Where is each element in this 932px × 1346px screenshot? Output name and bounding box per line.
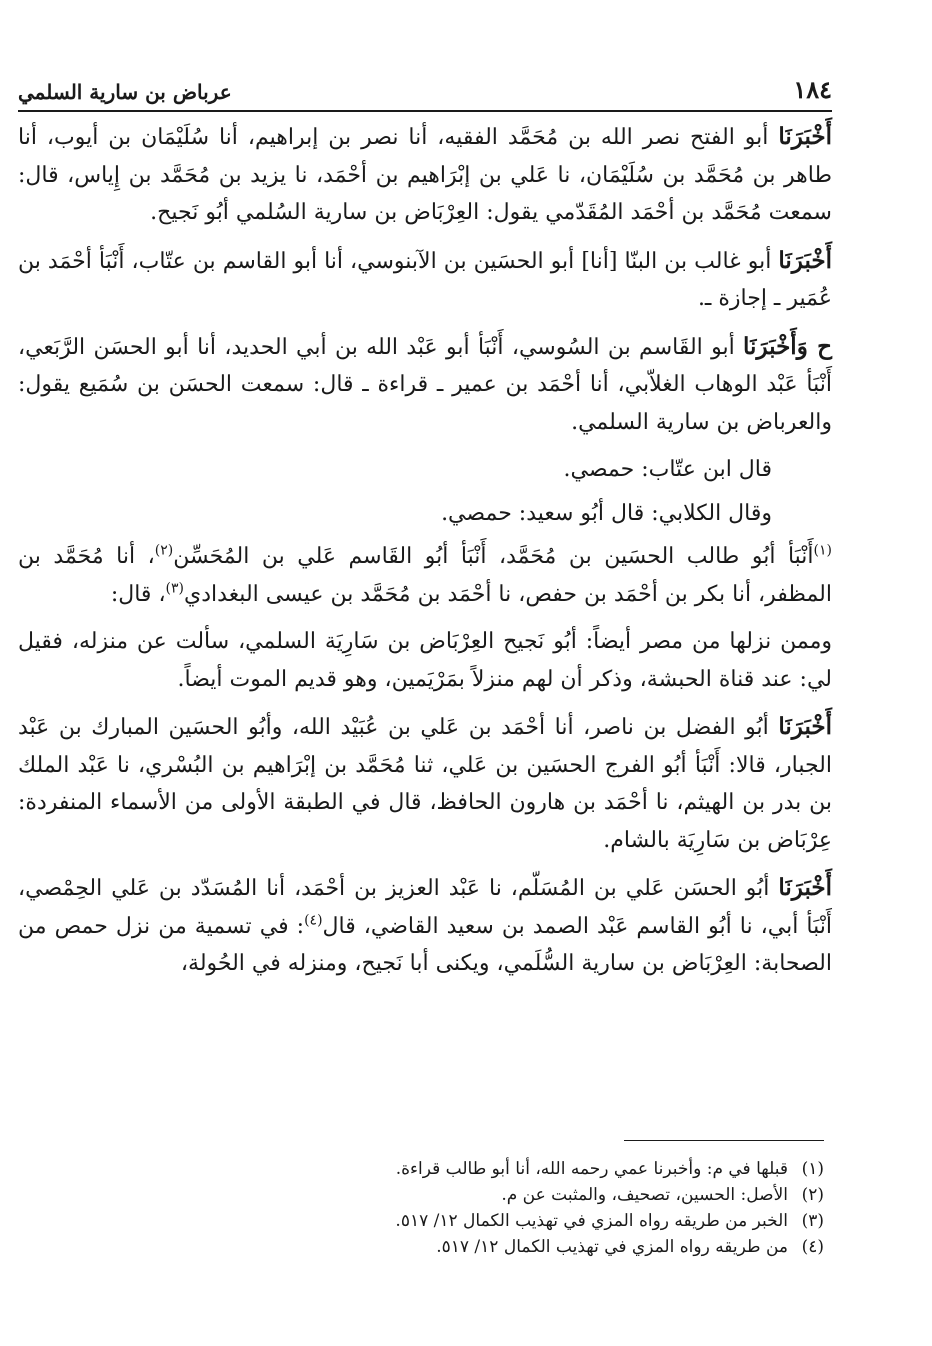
footnote: (٣) الخبر من طريقه رواه المزي في تهذيب الكمال ١٢/ ٥١٧.: [395, 1211, 824, 1231]
footnote-ref: (٢): [154, 542, 174, 559]
page-header: [18, 72, 832, 112]
footnote-ref: (١): [813, 542, 833, 559]
main-text: [18, 118, 832, 993]
paragraph: وممن نزلها من مصر أيضاً: أبُو نَجيح العِرْبَاض بن سَارِيَة السلمي، سألت عن منزله، فقيل لي: عند قناة الحبشة، وذكر أن لهم منزلاً بمَرْيَمين، وهو قديم الموت أيضاً.: [18, 629, 832, 692]
footnote-ref: (٣): [165, 580, 185, 597]
footnote: (٤) من طريقه رواه المزي في تهذيب الكمال ١٢/ ٥١٧.: [436, 1237, 824, 1257]
footnote-divider: [624, 1140, 824, 1141]
paragraph: وقال الكلابي: قال أبُو سعيد: حمصي.: [441, 500, 772, 526]
running-title: عرباض بن سارية السلمي: [18, 80, 232, 104]
paragraph: ح وَأَخْبَرَنَا أبو القَاسم بن السُوسي، أَنْبَأ أبو عَبْد الله بن أبي الحديد، أنا أبو الحسَن الرَّبَعي، أَنْبَأ عَبْد الوهاب الغلاّبي، أنا أحْمَد بن عمير ـ قراءة ـ قال: سمعت الحسَن بن سُمَيع يقول: والعرباض بن سارية السلمي.: [18, 332, 832, 435]
page-number: ١٨٤: [793, 75, 832, 104]
footnote: (١) قبلها في م: وأخبرنا عمي رحمه الله، أنا أبو طالب قراءة.: [395, 1159, 824, 1179]
footnote: (٢) الأصل: الحسين، تصحيف، والمثبت عن م.: [501, 1185, 824, 1205]
paragraph: أَخْبَرَنَا أبُو الفضل بن ناصر، أنا أحْمَد بن عَلي بن عُبَيْد الله، وأبُو الحسَين المبارك بن عَبْد الجبار، قالا: أَنْبَأ أبُو الفرج الحسَين بن عَلي، ثنا مُحَمَّد بن إبْرَاهيم بن البُسْري، نا عَبْد الملك بن بدر بن الهيثم، نا أحْمَد بن هارون الحافظ، قال في الطبقة الأولى من الأسماء المنفردة: عِرْبَاض بن سَارِيَة بالشام.: [18, 713, 832, 853]
footnotes: [120, 1156, 824, 1260]
paragraph: أَخْبَرَنَا أبو غالب بن البنّا [أنا] أبو الحسَين بن الآبنوسي، أنا أبو القاسم بن عتّاب، أَنْبَأ أحْمَد بن عُمَير ـ إجازة ـ.: [18, 246, 832, 311]
footnote-ref: (٤): [304, 912, 323, 929]
paragraph: أَخْبَرَنَا أبو الفتح نصر الله بن مُحَمَّد الفقيه، أنا نصر بن إبراهيم، أنا سُلَيْمَان بن أيوب، أنا طاهر بن مُحَمَّد بن سُلَيْمَان، نا عَلي بن إبْرَاهيم بن أحْمَد، نا يزيد بن مُحَمَّد بن إِياس، قال: سمعت مُحَمَّد بن أحْمَد المُقَدّمي يقول: العِرْبَاض بن سارية السُلمي أبُو نَجيح.: [18, 123, 832, 225]
paragraph: $^{(١)}$أَنْبَأ أبُو طالب الحسَين بن مُحَمَّد، أَنْبَأ أبُو القَاسم عَلي بن المُحَسِّن$^{(٢)}$، أنا مُحَمَّد بن المظفر، أنا بكر بن أحْمَد بن حفص، نا أحْمَد بن مُحَمَّد بن عيسى البغدادي$^{(٣)}$، قال:: [18, 542, 833, 607]
paragraph: قال ابن عتّاب: حمصي.: [563, 457, 772, 482]
paragraph: أَخْبَرَنَا أبُو الحسَن عَلي بن المُسَلّم، نا عَبْد العزيز بن أحْمَد، أنا المُسَدّد بن عَلي الحِمْصي، أَنْبَأ أبي، نا أبُو القاسم عَبْد الصمد بن سعيد القاضي، قال$^{(٤)}$: في تسمية من نزل حمص من الصحابة: العِرْبَاض بن سارية السُّلَمي، ويكنى أبا نَجيح، ومنزله في الحُولة،: [18, 874, 832, 976]
